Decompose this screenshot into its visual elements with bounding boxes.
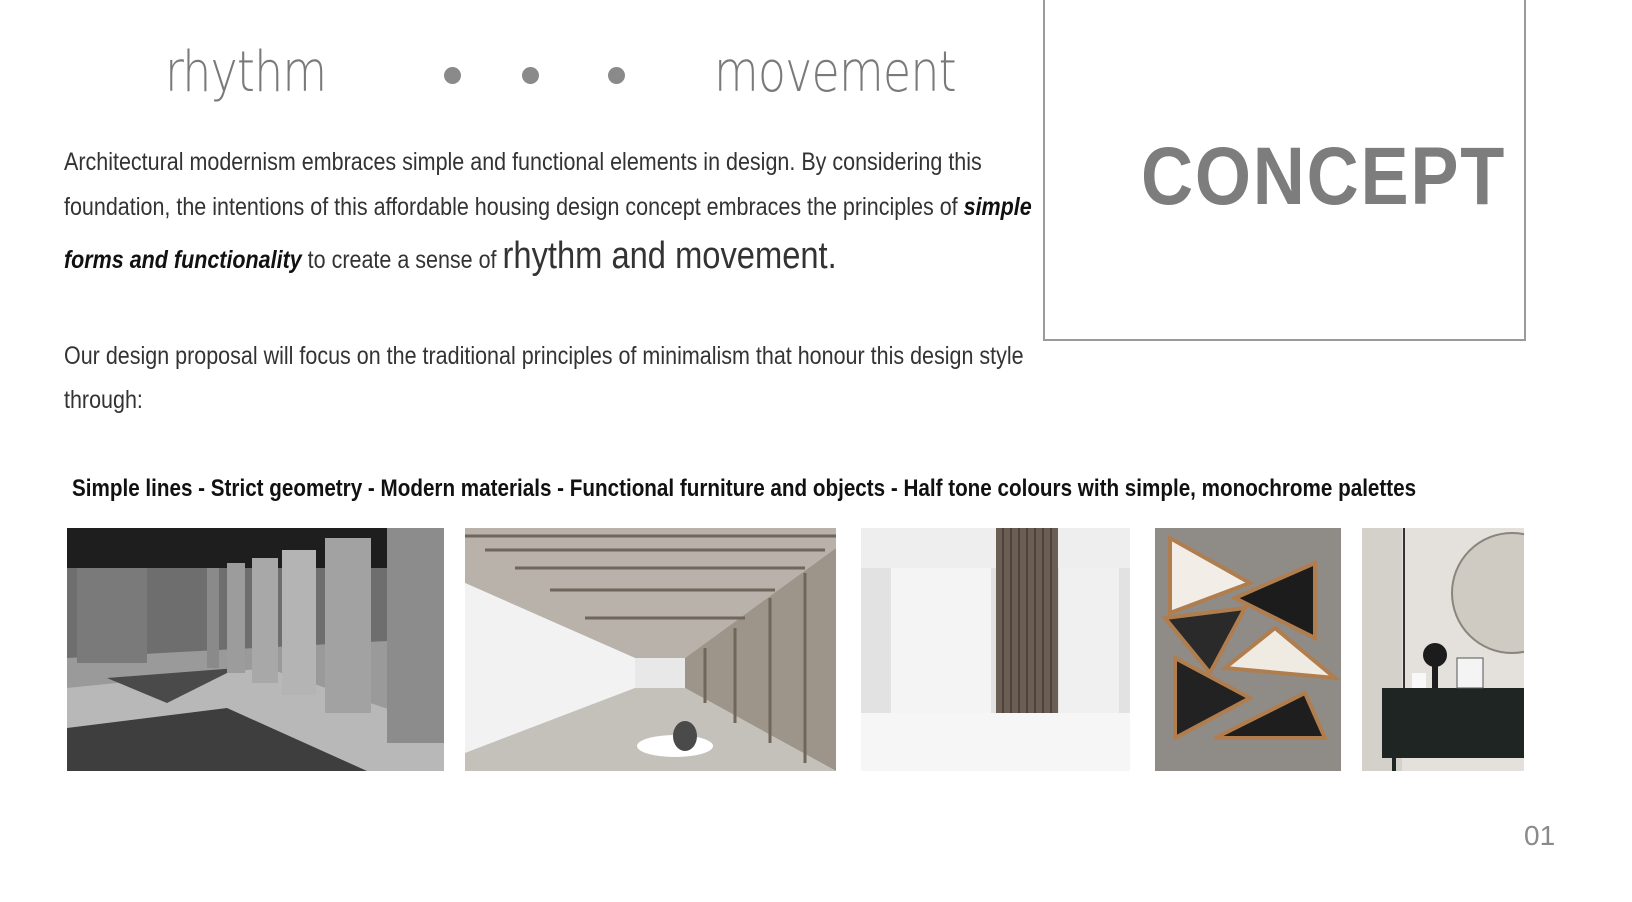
intro-line-3 — [64, 237, 837, 275]
intro-line-3-text: to create a sense of — [301, 246, 503, 274]
concept-box — [1043, 0, 1526, 341]
intro-line-2-text: foundation, the intentions of this affordable housing design concept embraces the principles of — [64, 193, 964, 221]
page-number: 01 — [1524, 820, 1556, 851]
hero-word-movement: movement — [714, 40, 956, 105]
concrete-colonnade-photo — [67, 528, 444, 771]
geometric-triangle-art-photo — [1155, 528, 1341, 771]
intro-line-2 — [64, 195, 1032, 220]
timber-slat-corridor-photo — [465, 528, 836, 771]
proposal-line-1: Our design proposal will focus on the traditional principles of minimalism that honour this design style — [64, 342, 1024, 370]
intro-big-text: rhythm and movement. — [502, 235, 837, 277]
hero-word-rhythm: rhythm — [165, 40, 327, 105]
separator-dot — [608, 67, 625, 84]
separator-dot — [444, 67, 461, 84]
white-room-slat-wall-photo — [861, 528, 1130, 771]
principles-list: Simple lines - Strict geometry - Modern materials - Functional furniture and objects - Half tone colours with simple, monochrome palettes — [72, 475, 1417, 502]
intro-emphasis: forms and functionality — [64, 246, 302, 274]
intro-line-1: Architectural modernism embraces simple and functional elements in design. By considering this — [64, 148, 982, 176]
separator-dot — [522, 67, 539, 84]
concept-title: CONCEPT — [1141, 131, 1507, 222]
minimal-interior-sideboard-photo — [1362, 528, 1524, 771]
proposal-line-2: through: — [64, 386, 143, 414]
intro-emphasis: simple — [963, 193, 1032, 221]
